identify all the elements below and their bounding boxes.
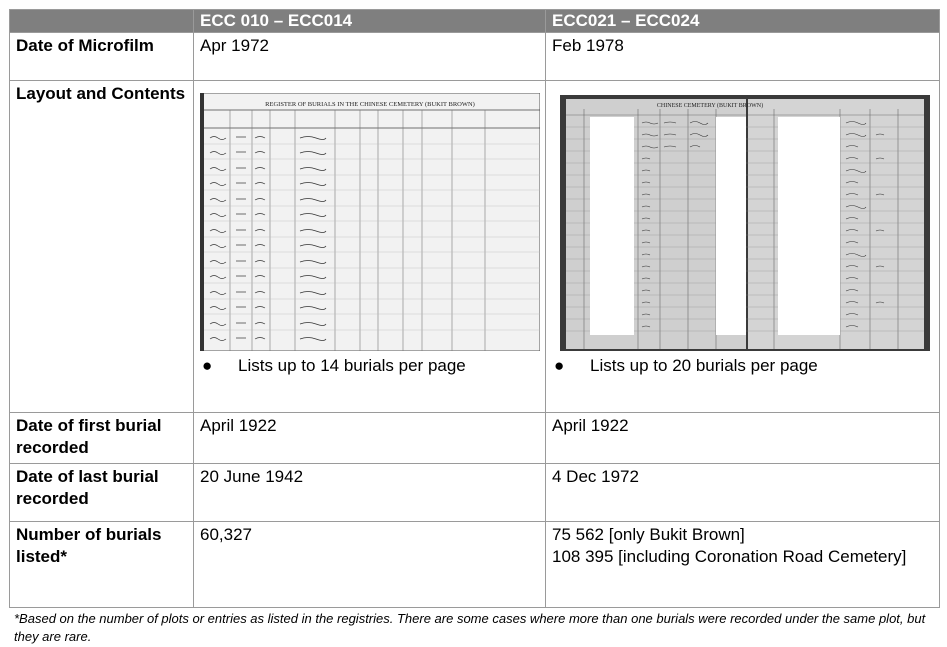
- row-label: Date of first burial recorded: [10, 413, 194, 464]
- scan-title-a: REGISTER OF BURIALS IN THE CHINESE CEMETERY (BUKIT BROWN): [265, 101, 475, 108]
- bullet-text: Lists up to 14 burials per page: [238, 356, 466, 375]
- row-label: Layout and Contents: [10, 81, 194, 413]
- bullet-text: Lists up to 20 burials per page: [590, 356, 818, 375]
- cell-value-multiline: [546, 522, 940, 608]
- header-ecc021-024: ECC021 – ECC024: [546, 10, 940, 33]
- redacted-block: [778, 117, 840, 335]
- header-ecc010-014: ECC 010 – ECC014: [194, 10, 546, 33]
- cell-value: 20 June 1942: [194, 464, 546, 522]
- row-date-of-last-burial: [10, 464, 940, 522]
- comparison-table: [9, 9, 940, 608]
- cell-layout-b: [546, 81, 940, 413]
- cell-value: April 1922: [546, 413, 940, 464]
- bullet-icon: ●: [202, 356, 213, 375]
- cell-value: Apr 1972: [194, 33, 546, 81]
- header-row: [10, 10, 940, 33]
- burial-count-bukit-brown: 75 562 [only Bukit Brown]: [552, 525, 745, 544]
- footnote: *Based on the number of plots or entries as listed in the registries. There are some cases where more than one burials were recorded under the same plot, but they are rare.: [14, 611, 926, 644]
- cell-value: 4 Dec 1972: [546, 464, 940, 522]
- cell-value: Feb 1978: [546, 33, 940, 81]
- row-layout-and-contents: [10, 81, 940, 413]
- redacted-block: [716, 117, 746, 335]
- scan-title-b: CHINESE CEMETERY (BUKIT BROWN): [656, 103, 764, 109]
- register-scan-image-a: [200, 93, 540, 351]
- row-label: Date of last burial recorded: [10, 464, 194, 522]
- cell-value: 60,327: [194, 522, 546, 608]
- row-label: Date of Microfilm: [10, 33, 194, 81]
- bullet-item: [552, 355, 933, 377]
- bullet-item: [200, 355, 539, 377]
- bullet-icon: ●: [554, 356, 565, 375]
- row-label: Number of burials listed*: [10, 522, 194, 608]
- burial-count-including-coronation: 108 395 [including Coronation Road Cemetery]: [552, 547, 907, 566]
- redacted-block: [590, 117, 634, 335]
- cell-value: April 1922: [194, 413, 546, 464]
- cell-layout-a: [194, 81, 546, 413]
- row-date-of-first-burial: [10, 413, 940, 464]
- header-blank-cell: [10, 10, 194, 33]
- register-scan-image-b: [560, 95, 930, 351]
- row-date-of-microfilm: [10, 33, 940, 81]
- row-number-of-burials: [10, 522, 940, 608]
